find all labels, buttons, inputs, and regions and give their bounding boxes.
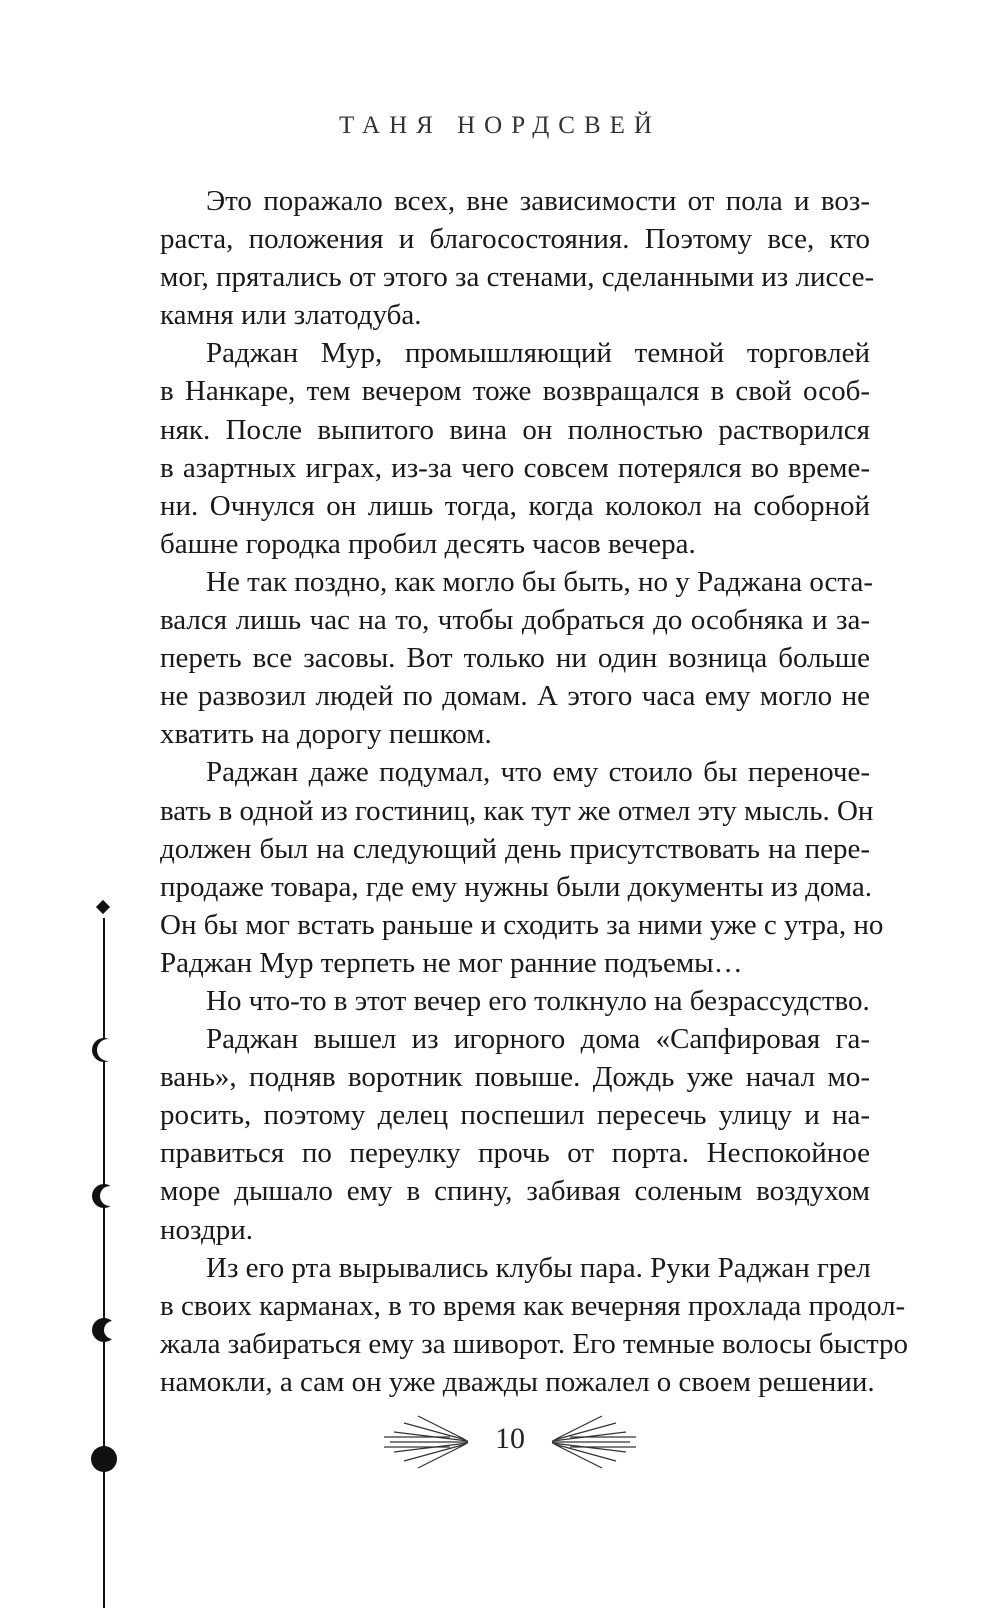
text-line: башне городка пробил десять часов вечера.	[160, 527, 696, 560]
text-line: Он бы мог встать раньше и сходить за ними уже с утра, но	[160, 908, 884, 941]
text-line: ноздри.	[160, 1213, 253, 1246]
text-line: Из его рта вырывались клубы пара. Руки Раджан грел	[206, 1251, 871, 1284]
body-text	[160, 182, 909, 1401]
text-line: продаже товара, где ему нужны были документы из дома.	[160, 870, 873, 903]
text-line: в своих карманах, в то время как вечерняя прохлада продол-	[160, 1289, 906, 1322]
diamond-icon	[96, 900, 110, 914]
text-line: вался лишь час на то, чтобы добраться до особняка и за-	[160, 604, 870, 637]
crescent-moon-icon	[91, 1317, 117, 1343]
text-line: море дышало ему в спину, забивая соленым воздухом	[160, 1175, 870, 1208]
running-header: ТАНЯ НОРДСВЕЙ	[339, 112, 661, 139]
text-line: няк. После выпитого вина он полностью растворился	[160, 413, 870, 446]
text-line: в Нанкаре, тем вечером тоже возвращался в свой особ-	[160, 375, 870, 408]
text-line: намокли, а сам он уже дважды пожалел о своем решении.	[160, 1365, 875, 1398]
text-line: Раджан Мур терпеть не мог ранние подъемы…	[160, 946, 743, 979]
text-line: вать в одной из гостиниц, как тут же отмел эту мысль. Он	[160, 794, 874, 827]
text-line: раста, положения и благосостояния. Поэтому все, кто	[160, 223, 870, 256]
decorative-rail	[103, 918, 105, 1608]
right-ray-ornament	[540, 1410, 640, 1474]
text-line: Раджан Мур, промышляющий темной торговлей	[206, 337, 870, 370]
page-number: 10	[495, 1422, 525, 1455]
text-line: должен был на следующий день присутствовать на пере-	[160, 832, 870, 865]
text-line: Не так поздно, как могло бы быть, но у Раджана оста-	[206, 565, 873, 598]
text-line: росить, поэтому делец поспешил пересечь улицу и на-	[160, 1099, 870, 1132]
text-line: жала забираться ему за шиворот. Его темные волосы быстро	[160, 1327, 909, 1360]
text-line: переть все засовы. Вот только ни один возница больше	[160, 642, 870, 675]
text-line: правиться по переулку прочь от порта. Неспокойное	[160, 1137, 870, 1170]
text-line: камня или златодуба.	[160, 299, 422, 332]
text-line: в азартных играх, из-за чего совсем потерялся во време-	[160, 451, 870, 484]
text-line: Но что-то в этот вечер его толкнуло на безрассудство.	[206, 984, 870, 1017]
text-line: не развозил людей по домам. А этого часа ему могло не	[160, 680, 870, 713]
crescent-moon-icon	[91, 1183, 117, 1209]
crescent-moon-icon	[91, 1037, 117, 1063]
full-moon-icon	[91, 1446, 117, 1472]
text-line: ни. Очнулся он лишь тогда, когда колокол на соборной	[160, 489, 870, 522]
text-line: Раджан вышел из игорного дома «Сапфировая га-	[206, 1023, 870, 1056]
text-line: вань», подняв воротник повыше. Дождь уже начал мо-	[160, 1061, 870, 1094]
page-footer	[380, 1410, 640, 1474]
text-line: Раджан даже подумал, что ему стоило бы переноче-	[206, 756, 870, 789]
text-line: мог, прятались от этого за стенами, сделанными из лиссе-	[160, 261, 875, 294]
text-line: Это поражало всех, вне зависимости от пола и воз-	[206, 185, 870, 217]
text-line: хватить на дорогу пешком.	[160, 718, 492, 751]
